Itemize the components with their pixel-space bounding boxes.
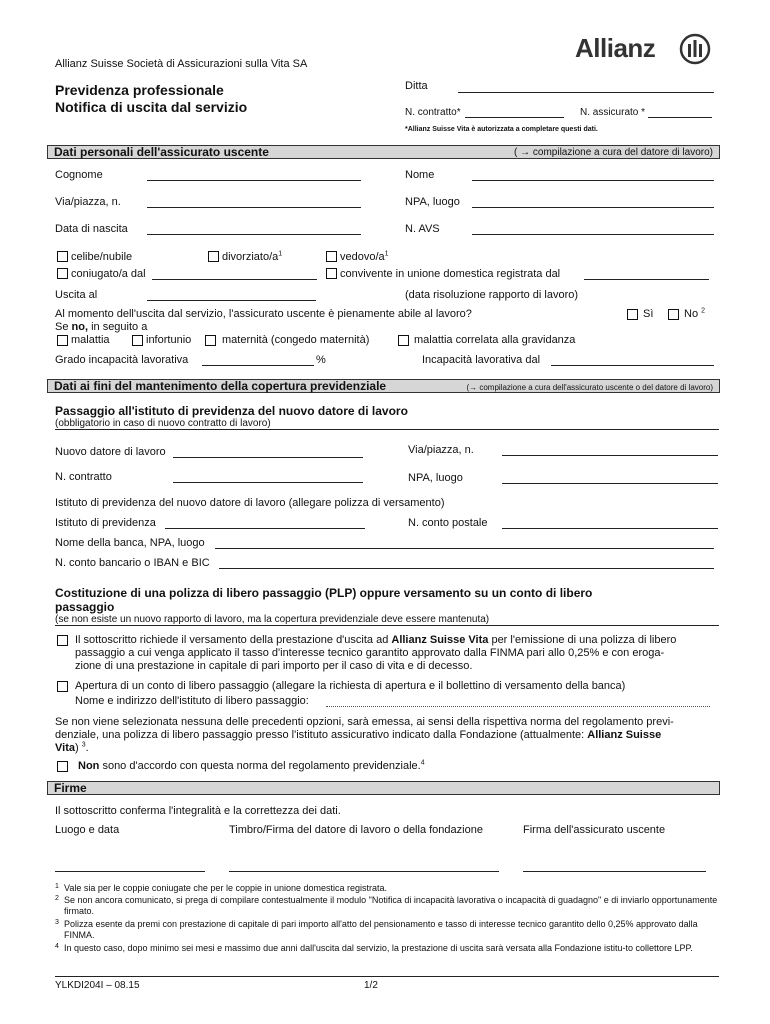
gravidanza-checkbox[interactable] [398,335,409,346]
nome-field[interactable] [472,180,714,181]
nuovo-contratto-label: N. contratto [55,471,112,483]
firma-label: Firma dell'assicurato uscente [523,824,666,836]
nuovo-via-label: Via/piazza, n. [408,444,474,456]
via-field[interactable] [147,207,361,208]
conto-lp-text: Apertura di un conto di libero passaggio (allegare la richiesta di apertura e il bollettino di versamento della banca) [75,680,626,692]
incapacita-label: Incapacità lavorativa dal [422,354,541,366]
istituto-label: Istituto di previdenza [55,517,156,529]
conto-postale-label: N. conto postale [408,517,488,529]
divorziato-checkbox[interactable] [208,251,219,262]
npa-label: NPA, luogo [405,196,460,208]
istituto-field[interactable] [165,528,365,529]
non-accordo-text: Non sono d'accordo con questa norma del regolamento previdenziale.$^4$ [78,759,425,772]
grado-label: Grado incapacità lavorativa [55,354,189,366]
maternita-checkbox[interactable] [205,335,216,346]
avs-field[interactable] [472,234,714,235]
sub2-rule [55,625,719,626]
avs-label: N. AVS [405,223,440,235]
convivente-checkbox[interactable] [326,268,337,279]
vedovo-label: vedovo/$a^1$ [340,250,389,263]
istituto-note: Istituto di previdenza del nuovo datore di lavoro (allegare polizza di versamento) [55,497,445,509]
risoluzione-label: (data risoluzione rapporto di lavoro) [405,289,579,301]
footnote-3: Polizza esente da premi con prestazione di capitale di pari importo all'atto del pensionamento e tasso di interesse tecnico garantito dello 0,25% approvato dalla FINMA. [64,919,698,940]
abile-question: Al momento dell'uscita dal servizio, l'assicurato uscente è pienamente abile al lavoro? [55,308,472,320]
assicurato-field[interactable] [648,117,712,118]
conto-lp-field[interactable] [326,706,710,707]
section-coverage-title: Dati ai fini del mantenimento della copertura previdenziale [54,379,387,393]
conto-lp-checkbox[interactable] [57,681,68,692]
sub1-rule [55,429,719,430]
company-name: Allianz Suisse Società di Assicurazioni sulla Vita SA [55,58,308,70]
malattia-checkbox[interactable] [57,335,68,346]
nome-label: Nome [405,169,435,181]
coniugato-label: coniugato/a dal [71,268,146,280]
page-number: 1/2 [364,980,378,991]
section-personal-note: ( → compilazione a cura del datore di lavoro) [514,147,713,158]
header-note: *Allianz Suisse Vita è autorizzata a completare questi dati. [405,126,598,133]
nuovo-npa-field[interactable] [502,483,718,484]
maternita-label: maternità (congedo maternità) [222,334,370,346]
footnote-4-num: 4 [55,943,59,950]
footnote-4: In questo caso, dopo minimo sei mesi e massimo due anni dall'uscita dal servizio, la prestazione di uscita sarà versata alla Fondazione istitu-to collettore LPP. [64,943,693,953]
grado-field[interactable] [202,365,314,366]
iban-field[interactable] [219,568,714,569]
si-label: Sì [643,308,654,320]
luogo-label: Luogo e data [55,824,120,836]
infortunio-checkbox[interactable] [132,335,143,346]
logo-text: Allianz [575,33,656,63]
page-subtitle: Notifica di uscita dal servizio [55,99,248,115]
malattia-label: malattia [71,334,110,346]
contratto-field[interactable] [465,117,564,118]
no-checkbox[interactable] [668,309,679,320]
nuovo-contratto-field[interactable] [173,482,363,483]
assicurato-label: N. assicurato * [580,107,646,118]
convivente-label: convivente in unione domestica registrata dal [340,268,561,280]
plp-text-3: zione di una prestazione in capitale di pari importo per il caso di vita e di decesso. [75,660,473,672]
uscita-label: Uscita al [55,289,98,301]
nuovo-via-field[interactable] [502,455,718,456]
conto-postale-field[interactable] [502,528,718,529]
footer-rule [55,976,719,977]
plp-text-2: passaggio a cui venga applicato il tasso d'interesse tecnico garantito approvato dalla FINMA pari allo 0,25% e con eroga- [75,647,665,659]
firma-signature-line[interactable] [523,871,706,872]
no-label: No $^2$ [684,307,706,320]
nuovo-datore-field[interactable] [173,457,363,458]
footnote-2: Se non ancora comunicato, si prega di compilare contestualmente il modulo "Notifica di incapacità lavorativa o incapacità di guadagno" e di inviarlo opportunamente firmato. [64,895,718,916]
iban-label: N. conto bancario o IBAN e BIC [55,557,210,569]
cognome-field[interactable] [147,180,361,181]
via-label: Via/piazza, n. [55,196,121,208]
se-no-label: Se no, in seguito a [55,321,148,333]
section-personal-header [47,145,720,159]
timbro-label: Timbro/Firma del datore di lavoro o della fondazione [229,824,483,836]
coniugato-checkbox[interactable] [57,268,68,279]
sub2-note: (se non esiste un nuovo rapporto di lavoro, ma la copertura previdenziale deve essere mantenuta) [55,614,490,625]
sub2-title: Costituzione di una polizza di libero passaggio (PLP) oppure versamento su un conto di libero [55,586,593,600]
default-text-2: denziale, una polizza di libero passaggio presso l'istituto assicurativo indicato dalla Fondazione (attualmente: Allianz Suisse [55,729,662,741]
footer-code: YLKDI204I – 08.15 [55,980,140,991]
ditta-label: Ditta [405,80,428,92]
ditta-field[interactable] [458,92,714,93]
luogo-signature-line[interactable] [55,871,205,872]
sub2-title-cont: passaggio [55,600,115,614]
section-firme-header [47,781,720,795]
allianz-logo-icon [679,33,711,65]
page-title: Previdenza professionale [55,82,224,98]
cognome-label: Cognome [55,169,103,181]
infortunio-label: infortunio [146,334,192,346]
celibe-checkbox[interactable] [57,251,68,262]
nascita-label: Data di nascita [55,223,128,235]
gravidanza-label: malattia correlata alla gravidanza [414,334,576,346]
sub1-note: (obbligatorio in caso di nuovo contratto di lavoro) [55,418,271,429]
percent-label: % [316,354,326,366]
vedovo-checkbox[interactable] [326,251,337,262]
timbro-signature-line[interactable] [229,871,499,872]
section-coverage-note: (→ compilazione a cura dell'assicurato uscente o del datore di lavoro) [466,383,713,392]
footnote-2-num: 2 [55,895,59,902]
npa-field[interactable] [472,207,714,208]
section-personal-title: Dati personali dell'assicurato uscente [54,145,269,159]
section-coverage-header [47,379,720,393]
non-accordo-checkbox[interactable] [57,761,68,772]
plp-checkbox[interactable] [57,635,68,646]
celibe-label: celibe/nubile [71,251,133,263]
banca-field[interactable] [215,548,714,549]
default-text-3: Vita) $^3$. [55,741,89,754]
footnote-1-num: 1 [55,883,59,890]
nascita-field[interactable] [147,234,361,235]
contratto-label: N. contratto* [405,107,461,118]
incapacita-field[interactable] [551,365,714,366]
confirm-text: Il sottoscritto conferma l'integralità e la correttezza dei dati. [55,805,341,817]
default-text-1: Se non viene selezionata nessuna delle precedenti opzioni, sarà emessa, ai sensi della rispettiva norma del regolamento previ- [55,716,674,728]
nuovo-npa-label: NPA, luogo [408,472,463,484]
plp-text-1: Il sottoscritto richiede il versamento della prestazione d'uscita ad Allianz Suisse Vita per l'emissione di una polizza di libero [75,634,677,646]
footnote-1: Vale sia per le coppie coniugate che per le coppie in unione domestica registrata. [64,883,388,893]
coniugato-field[interactable] [152,279,317,280]
convivente-field[interactable] [584,279,709,280]
conto-lp-sub: Nome e indirizzo dell'istituto di libero passaggio: [75,695,309,707]
nuovo-datore-label: Nuovo datore di lavoro [55,446,166,458]
uscita-field[interactable] [147,300,316,301]
banca-label: Nome della banca, NPA, luogo [55,537,205,549]
sub1-title: Passaggio all'istituto di previdenza del nuovo datore di lavoro [55,404,408,418]
section-firme-title: Firme [54,781,87,795]
divorziato-label: divorziato/$a^1$ [222,250,283,263]
si-checkbox[interactable] [627,309,638,320]
footnote-3-num: 3 [55,919,59,926]
